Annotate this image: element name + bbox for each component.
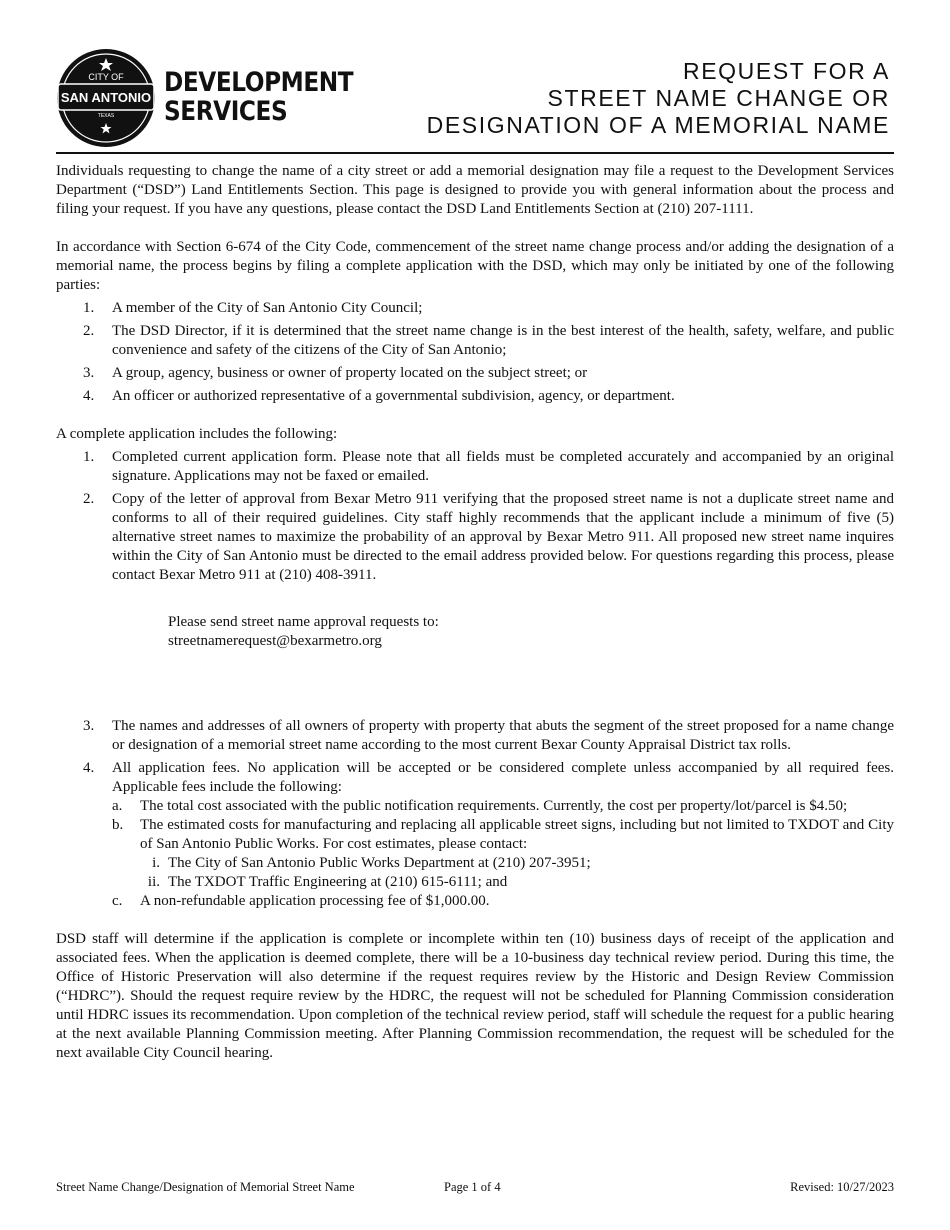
contact-line: Please send street name approval requests to: [168, 614, 439, 630]
header-divider [56, 152, 894, 154]
list-item: 3. The names and addresses of all owners of property with property that abuts the segment of the street proposed for a name change or designation of a memorial street name according to the most current Bexar County Appraisal District tax rolls. [83, 718, 894, 753]
title-line-2: STREET NAME CHANGE OR [547, 85, 890, 111]
seal-top-text: CITY OF [88, 72, 124, 82]
list-item: 2. Copy of the letter of approval from Bexar Metro 911 verifying that the proposed street name is not a duplicate street name and conforms to all of their required guidelines. City staff highly recommends that the applicant include a minimum of five (5) alternative street names to maximize the probability of an approval by Bexar Metro 911. All proposed new street name inquires within the City of San Antonio must be directed to the email address provided below. For questions regarding this process, please contact Bexar Metro 911 at (210) 408-3911. Please send street name approval requests to: streetnamerequest@bexarmetro.org [83, 491, 894, 649]
intro-paragraph: Individuals requesting to change the name of a city street or add a memorial designation may file a request to the Development Services Department (“DSD”) Land Entitlements Section. This page is designed to provide you with general information about the process and filing your request. If you have any questions, please contact the DSD Land Entitlements Section at (210) 207-1111. [56, 163, 894, 217]
footer-page-number: Page 1 of 4 [444, 1180, 501, 1194]
initiating-parties-list [56, 299, 894, 406]
initiation-paragraph: In accordance with Section 6-674 of the City Code, commencement of the street name change process and/or adding the designation of a memorial name, the process begins by filing a complete application with the DSD, which may only be initiated by one of the following parties: [56, 239, 894, 293]
list-item: 1. Completed current application form. Please note that all fields must be completed accurately and accompanied by an original signature. Applications may not be faxed or emailed. [83, 449, 894, 484]
title-line-3: DESIGNATION OF A MEMORIAL NAME [426, 112, 890, 138]
footer-revision-date: Revised: 10/27/2023 [790, 1180, 894, 1194]
list-item: 3. A group, agency, business or owner of property located on the subject street; or [83, 365, 588, 381]
document-body [56, 162, 894, 1063]
brand-wordmark [164, 68, 353, 126]
contact-email-link[interactable]: streetnamerequest@bexarmetro.org [168, 633, 382, 649]
seal-bottom-text: TEXAS [97, 113, 115, 119]
brand-line-1: DEVELOPMENT [164, 67, 354, 98]
dsd-logo [56, 48, 356, 148]
fee-contact-item: i. The City of San Antonio Public Works Department at (210) 207-3951; [152, 855, 591, 871]
fee-item: b. The estimated costs for manufacturing and replacing all applicable street signs, including but not limited to TXDOT and City of San Antonio Public Works. For cost estimates, please contact: [112, 817, 894, 852]
footer-document-name: Street Name Change/Designation of Memorial Street Name [56, 1180, 355, 1194]
list-item: 1. A member of the City of San Antonio City Council; [83, 300, 423, 316]
list-item: 2. The DSD Director, if it is determined that the street name change is in the best interest of the health, safety, welfare, and public convenience and safety of the citizens of the City of San Antonio; [83, 323, 894, 358]
approval-contact [112, 613, 894, 651]
fee-contact-item: ii. The TXDOT Traffic Engineering at (210) 615-6111; and [147, 874, 508, 890]
seal-main-text: SAN ANTONIO [60, 90, 152, 105]
title-line-1: REQUEST FOR A [683, 58, 890, 84]
application-requirements-heading: A complete application includes the following: [56, 426, 338, 442]
list-item: 4. All application fees. No application will be accepted or be considered complete unless accompanied by all required fees. Applicable fees include the following: a. The total cost associated with the public notification requirements. Currently, the cost per property/lot/parcel is $4.50; b. The estimated costs for manufacturing and replacing all applicable street signs, including but not limited to TXDOT and City of San Antonio Public Works. For cost estimates, please contact: i. The City of San Antonio Public Works Department at (210) 207-3951; ii. The TXDOT Traffic Engineering at (210) 615-6111; and c. A non-refundable application processing fee of $1,000.00. [56, 759, 894, 911]
review-process-paragraph: DSD staff will determine if the application is complete or incomplete within ten (10) business days of receipt of the application and associated fees. When the application is deemed complete, there will be a 10-business day technical review period. During this time, the Office of Historic Preservation will also determine if the request requires review by the Historic and Design Review Commission (“HDRC”). Should the request require review by the HDRC, the request will not be scheduled for Planning Commission consideration until HDRC issues its recommendation. Upon completion of the technical review period, staff will schedule the request for a public hearing at the next available Planning Commission meeting. After Planning Commission recommendation, the request will be scheduled for the next available City Council hearing. [56, 931, 894, 1061]
city-seal-icon [56, 48, 156, 148]
list-item: 4. An officer or authorized representative of a governmental subdivision, agency, or department. [83, 388, 675, 404]
fee-item: c. A non-refundable application processing fee of $1,000.00. [112, 893, 490, 909]
application-requirements-list [56, 448, 894, 911]
document-title [427, 58, 890, 139]
fee-item: a. The total cost associated with the public notification requirements. Currently, the cost per property/lot/parcel is $4.50; [112, 798, 848, 814]
brand-line-2: SERVICES [164, 96, 288, 127]
